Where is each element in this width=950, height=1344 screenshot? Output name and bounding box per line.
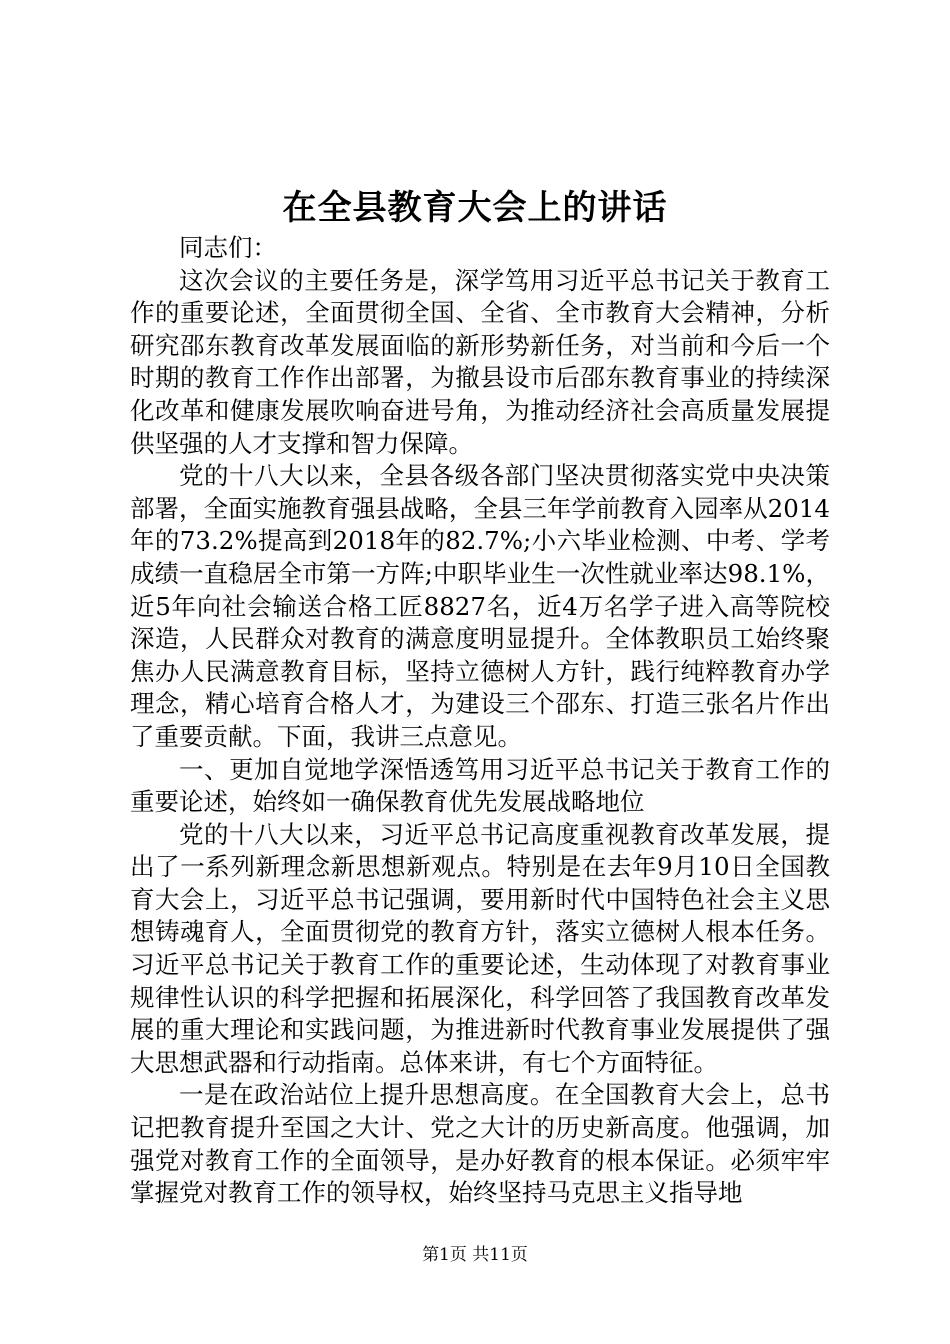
- document-body: [130, 232, 830, 1210]
- salutation-paragraph: 同志们：: [179, 233, 277, 262]
- body-paragraph: 党的十八大以来，全县各级各部门坚决贯彻落实党中央决策部署，全面实施教育强县战略，全县三年学前教育入园率从2014年的73.2%提高到2018年的82.7%;小六毕业检测、中考、学考成绩一直稳居全市第一方阵;中职毕业生一次性就业率达98.1%，近5年向社会输送合格工匠8827名，近4万名学子进入高等院校深造，人民群众对教育的满意度明显提升。全体教职员工始终聚焦办人民满意教育目标，坚持立德树人方针，践行纯粹教育办学理念，精心培育合格人才，为建设三个邵东、打造三张名片作出了重要贡献。下面，我讲三点意见。: [130, 461, 830, 751]
- document-title: 在全县教育大会上的讲话: [282, 188, 668, 228]
- body-paragraph: 一是在政治站位上提升思想高度。在全国教育大会上，总书记把教育提升至国之大计、党之大计的历史新高度。他强调，加强党对教育工作的全面领导，是办好教育的根本保证。必须牢牢掌握党对教育工作的领导权，始终坚持马克思主义指导地: [130, 1080, 830, 1208]
- page-footer: 第1页 共11页: [422, 1245, 528, 1265]
- section-heading: 一、更加自觉地学深悟透笃用习近平总书记关于教育工作的重要论述，始终如一确保教育优先发展战略地位: [130, 754, 830, 817]
- body-paragraph: 这次会议的主要任务是，深学笃用习近平总书记关于教育工作的重要论述，全面贯彻全国、全省、全市教育大会精神，分析研究邵东教育改革发展面临的新形势新任务，对当前和今后一个时期的教育工作作出部署，为撤县设市后邵东教育事业的持续深化改革和健康发展吹响奋进号角，为推动经济社会高质量发展提供坚强的人才支撑和智力保障。: [130, 265, 830, 458]
- body-paragraph: 党的十八大以来，习近平总书记高度重视教育改革发展，提出了一系列新理念新思想新观点。特别是在去年9月10日全国教育大会上，习近平总书记强调，要用新时代中国特色社会主义思想铸魂育人，全面贯彻党的教育方针，落实立德树人根本任务。习近平总书记关于教育工作的重要论述，生动体现了对教育事业规律性认识的科学把握和拓展深化，科学回答了我国教育改革发展的重大理论和实践问题，为推进新时代教育事业发展提供了强大思想武器和行动指南。总体来讲，有七个方面特征。: [130, 819, 830, 1077]
